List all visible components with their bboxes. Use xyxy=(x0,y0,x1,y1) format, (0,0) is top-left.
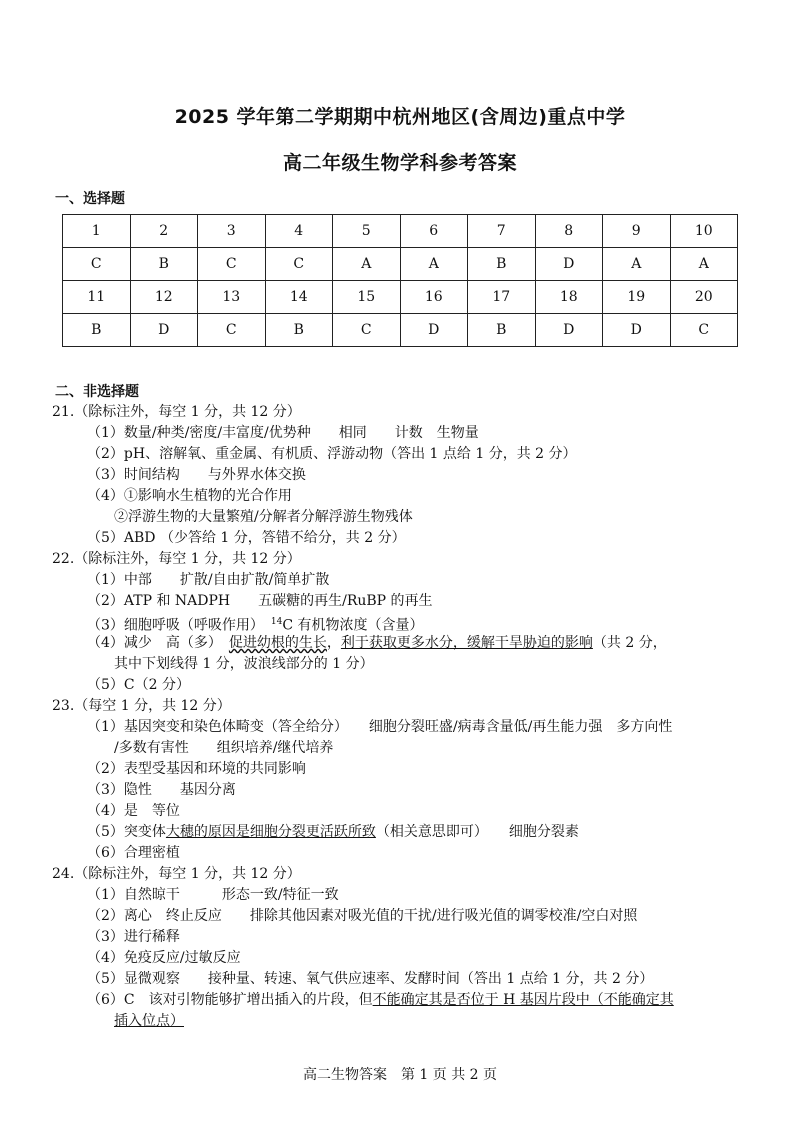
q22-answer-4-score: （共 2 分， xyxy=(592,635,667,651)
q22-answer-5: （5）C（2 分） xyxy=(87,677,190,693)
answer-cell: B xyxy=(265,314,333,347)
question-number-row xyxy=(63,281,738,314)
q23-answer-1b: /多数有害性 组织培养/继代培养 xyxy=(114,740,334,756)
question-number-cell: 17 xyxy=(468,281,536,314)
answer-cell: B xyxy=(468,314,536,347)
q22-answer-3-text-b: C 有机物浓度（含量） xyxy=(282,617,424,634)
isotope-superscript: 14 xyxy=(270,617,283,627)
section-heading-nonchoice: 二、非选择题 xyxy=(55,384,139,400)
q22-answer-4 xyxy=(87,633,667,653)
q23-answer-5-text-b: （相关意思即可） 细胞分裂素 xyxy=(375,824,579,840)
question-number-cell: 4 xyxy=(265,215,333,248)
page-footer: 高二生物答案 第 1 页 共 2 页 xyxy=(302,1067,498,1083)
question-number-cell: 8 xyxy=(535,215,603,248)
question-number-cell: 14 xyxy=(265,281,333,314)
question-number-cell: 9 xyxy=(603,215,671,248)
document-title: 2025 学年第二学期期中杭州地区(含周边)重点中学 xyxy=(174,106,626,128)
answer-cell: D xyxy=(535,248,603,281)
answer-row xyxy=(63,314,738,347)
question-number-cell: 11 xyxy=(63,281,131,314)
question-22-header: 22.（除标注外，每空 1 分，共 12 分） xyxy=(52,551,301,567)
answer-cell: B xyxy=(468,248,536,281)
answer-cell: A xyxy=(670,248,738,281)
q21-answer-4: （4）①影响水生植物的光合作用 xyxy=(87,488,292,504)
answer-cell: D xyxy=(535,314,603,347)
underlined-text: 不能确定其是否位于 H 基因片段中（不能确定其 xyxy=(372,992,674,1008)
q23-answer-2: （2）表型受基因和环境的共同影响 xyxy=(87,761,306,777)
question-number-cell: 15 xyxy=(333,281,401,314)
answer-cell: D xyxy=(603,314,671,347)
question-number-cell: 10 xyxy=(670,215,738,248)
q22-answer-4b: 其中下划线得 1 分，波浪线部分的 1 分） xyxy=(114,656,374,672)
q24-answer-6b xyxy=(114,1011,184,1031)
q24-answer-6 xyxy=(87,990,674,1010)
answer-cell: C xyxy=(333,314,401,347)
q22-answer-3-text: （3）细胞呼吸（呼吸作用） xyxy=(87,617,271,634)
answer-cell: C xyxy=(198,314,266,347)
question-number-cell: 1 xyxy=(63,215,131,248)
q23-answer-5 xyxy=(87,822,579,842)
q23-answer-4: （4）是 等位 xyxy=(87,803,180,819)
question-23-header: 23.（每空 1 分，共 12 分） xyxy=(52,698,231,714)
question-number-cell: 5 xyxy=(333,215,401,248)
question-number-cell: 20 xyxy=(670,281,738,314)
underlined-text: 利于获取更多水分，缓解干旱胁迫的影响 xyxy=(340,635,593,651)
q21-answer-2: （2）pH、溶解氧、重金属、有机质、浮游动物（答出 1 点给 1 分，共 2 分） xyxy=(87,446,577,462)
question-number-cell: 12 xyxy=(130,281,198,314)
question-number-row xyxy=(63,215,738,248)
q23-answer-6: （6）合理密植 xyxy=(87,845,180,861)
question-number-cell: 19 xyxy=(603,281,671,314)
document-subtitle: 高二年级生物学科参考答案 xyxy=(282,152,517,174)
answer-cell: A xyxy=(603,248,671,281)
underlined-text: 插入位点） xyxy=(114,1013,184,1029)
answer-cell: C xyxy=(63,248,131,281)
section-heading-choice: 一、选择题 xyxy=(55,191,125,207)
wavy-underlined-text: 促进幼根的生长 xyxy=(228,635,327,651)
q21-answer-5: （5）ABD （少答给 1 分，答错不给分，共 2 分） xyxy=(87,530,406,546)
answer-cell: A xyxy=(333,248,401,281)
question-number-cell: 3 xyxy=(198,215,266,248)
q21-answer-4b: ②浮游生物的大量繁殖/分解者分解浮游生物残体 xyxy=(114,509,413,525)
answer-table xyxy=(62,214,738,347)
underlined-text: 大穗的原因是细胞分裂更活跃所致 xyxy=(165,824,376,840)
q23-answer-1: （1）基因突变和染色体畸变（答全给分） 细胞分裂旺盛/病毒含量低/再生能力强 多方向性 xyxy=(87,719,673,735)
question-number-cell: 18 xyxy=(535,281,603,314)
q24-answer-6-text: （6）C 该对引物能够扩增出插入的片段，但 xyxy=(87,992,373,1008)
answer-cell: C xyxy=(198,248,266,281)
answer-cell: C xyxy=(265,248,333,281)
answer-cell: C xyxy=(670,314,738,347)
question-24-header: 24.（除标注外，每空 1 分，共 12 分） xyxy=(52,866,301,882)
q24-answer-2: （2）离心 终止反应 排除其他因素对吸光值的干扰/进行吸光值的调零校准/空白对照 xyxy=(87,908,638,924)
q21-answer-3: （3）时间结构 与外界水体交换 xyxy=(87,467,306,483)
question-number-cell: 13 xyxy=(198,281,266,314)
question-21-header: 21.（除标注外，每空 1 分，共 12 分） xyxy=(52,404,301,420)
answer-row xyxy=(63,248,738,281)
question-number-cell: 7 xyxy=(468,215,536,248)
question-number-cell: 16 xyxy=(400,281,468,314)
q22-answer-1: （1）中部 扩散/自由扩散/简单扩散 xyxy=(87,572,330,588)
q23-answer-5-text: （5）突变体 xyxy=(87,824,166,840)
question-number-cell: 6 xyxy=(400,215,468,248)
q24-answer-1: （1）自然晾干 形态一致/特征一致 xyxy=(87,887,339,903)
answer-cell: A xyxy=(400,248,468,281)
answer-cell: B xyxy=(63,314,131,347)
question-number-cell: 2 xyxy=(130,215,198,248)
q24-answer-4: （4）免疫反应/过敏反应 xyxy=(87,950,241,966)
q23-answer-3: （3）隐性 基因分离 xyxy=(87,782,236,798)
answer-cell: D xyxy=(400,314,468,347)
q22-answer-4-text: （4）减少 高（多） xyxy=(87,635,229,651)
q24-answer-3: （3）进行稀释 xyxy=(87,929,180,945)
q22-answer-4-comma: ， xyxy=(326,635,341,651)
answer-cell: B xyxy=(130,248,198,281)
q22-answer-2: （2）ATP 和 NADPH 五碳糖的再生/RuBP 的再生 xyxy=(87,593,433,609)
q21-answer-1: （1）数量/种类/密度/丰富度/优势种 相同 计数 生物量 xyxy=(87,425,479,441)
q24-answer-5: （5）显微观察 接种量、转速、氧气供应速率、发酵时间（答出 1 点给 1 分，共 2 分） xyxy=(87,971,654,987)
answer-cell: D xyxy=(130,314,198,347)
